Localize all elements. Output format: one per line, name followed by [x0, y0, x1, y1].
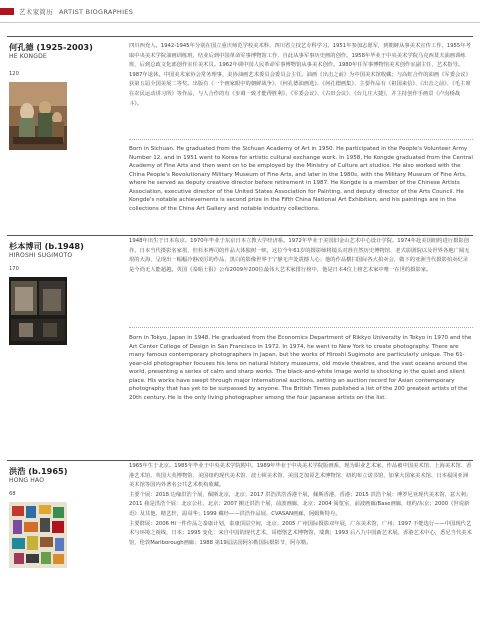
artwork-thumbnail [9, 277, 67, 345]
artist-entry-he-kongde [0, 36, 480, 243]
artist-entry-hong-hao [0, 460, 480, 617]
section-marker [0, 8, 14, 15]
biography-paragraph: 1965年生于北京。1985年毕业于中央美术学院附中。1989年毕业于中央美术学院版画系，现为职业艺术家，作品被中国美术馆、上海美术馆、香港艺术馆、英国大英博物馆、美国纽约现代美术馆、波士顿美术馆、美国芝加哥艺术博物馆、纽约布立诺书馆、加拿大国家美术馆、日本福冈亚洲美术馆等国内外著名公共艺术机构收藏。 [129, 463, 472, 489]
biography-paragraph: 主要群展：2006 Hi一件作品之泰康计划，泰康顶层空间，北京；2005 广州国际摄影双年展，广东美术馆，广州；1997 不能选行——中国现代艺术与环境之视线，日本；1995 变化：来自中国的现代艺术，哥德堡艺术博物馆，瑞典；1993 后八九中国新艺术展，香港艺术中心，悉尼当代美术馆，伦敦Marlborough画廊；1988 第19届法国阿尔勒国际摄影节，阿尔勒。 [129, 520, 472, 546]
section-title [19, 7, 133, 16]
bio-divider [129, 327, 473, 328]
artwork-page-number: 170 [9, 266, 19, 272]
artist-name-zh: 洪浩 (b.1965) [9, 466, 68, 476]
section-title-en: ARTIST BIOGRAPHIES [59, 7, 134, 16]
biography-english [129, 145, 473, 213]
biography-paragraph: Born in Sichuan. He graduated from the Sichuan Academy of Art in 1950. He participated in the People's Volunteer Army Number 12, and in 1951 went to Korea for artistic cultural exchange work. In 1958, He Kongde graduated from the Central Academy of Fine Arts and then went on to be employed by the Ministry of Culture art studios. He also worked with the China People's Revolutionary Military Museum of Fine Arts, and later in the 1980s, with the Military Museum of Fine Arts, where he served as deputy creative director before retirement in 1987. He Kongde is a member of the Chinese Artists Association, executive director of the United States Association for Painting, and deputy director of the Arts Council. He Kongde's notable achievements is second prize in the Fifth China National Art Exhibition, and his paintings are in the collections of the China Art Gallery and notable industry collections. [129, 146, 473, 212]
section-rule [7, 235, 473, 236]
artwork-thumbnail [9, 502, 67, 568]
section-rule [7, 460, 473, 461]
biography-chinese [129, 237, 473, 275]
section-title-zh: 艺术家简历 [19, 7, 53, 16]
artist-entry-hiroshi-sugimoto [0, 235, 480, 455]
biography-english [129, 334, 473, 402]
artist-name-en: HIROSHI SUGIMOTO [9, 252, 73, 259]
bio-divider [129, 139, 473, 140]
biography-paragraph: 四川西充人。1942-1945年分别在国立重庆师范学校美术科、四川省立技艺专科学习。1951年参加志愿军，到朝鲜从事美术宣传工作。1955年考取中央美术学院油画训练班，结业后到中国革命军事博物馆工作，自此从事军事历史画的创作。1958年毕业于中央美术学院马克西莫夫油画训练班，后到总政文化部创作室任美术员。1962年调中国人民革命军事博物馆从事美术创作。1980年任军事博物馆美术创作室副主任，艺术指导。1987年退休。中国美术家协会常务理事、美协油画艺术委员会委员会主任。油画《出击之前》为中国美术馆收藏；与高虹合作的油画《军委会议》获第五届全国美展二等奖。出版有《一个画家眼中的朝鲜战争》、《何孔德油画选》、《何孔德画集》、主要作品有《祖国来信》、《出击之前》、《毛主席在农民运动讲习所》等作品，与人合作的有《步调一致才能得胜利》、《军委会议》、《古田会议》、《台儿庄大捷》，并主持创作手画景《卢沟桥战斗》。 [129, 43, 471, 107]
page-header [0, 0, 480, 23]
biography-paragraph: 主要个展：2018 边缘洪浩个展，佩斯北京，北京；2017 洪浩洪浩香港个展，佩斯香港，香港；2015 洪浩个展：博罗尼亚现代美术馆，意大利；2011 我是洪浩个展：北京公社，北京；2007 搬迁洪浩个展，前波画廊，北京；2004 阅览室，前波画廊/Base画廊，纽约/东京；2000《世说新语》及其他，精艺轩，温哥华；1999 藏经——洪浩作品展，CVASAN画廊，阿姆斯特丹。 [129, 491, 472, 517]
artist-name-zh: 何孔德 (1925-2003) [9, 42, 93, 52]
biography-paragraph: Born in Tokyo, Japan in 1948. He graduated from the Economics Department of Rikkyo University in Tokyo in 1970 and the Art Center College of Design in San Francisco in 1972. In 1974, he went to New York to create photography. There are many famous contemporary photographers in Japan, but the works of Hiroshi Sugimoto are particularly unique. The 61-year-old photographer focuses his lens on natural history museums, old movie theatres, and the vast oceans around the world, presenting a series of calm and sharp works. The black-and-white image world is shocking in the quiet and silent place. His works have swept through major international auctions, setting an auction record for Asian contemporary photography that has yet to be surpassed by anyone. The British Times published a list of the 200 greatest artists of the 20th century. He is the only living photographer among the four Japanese artists on the list. [129, 335, 472, 401]
biography-chinese [129, 462, 473, 548]
artist-name-en: HE KONGDE [9, 53, 47, 60]
biography-chinese [129, 42, 473, 109]
biography-paragraph: 1948年出生于日本东京。1970年毕业于东京日本立教大学经济系。1972年毕业于美国旧金山艺术中心设计学院。1974年赴美国纽约进行摄影创作。日本当代摄影名家墨，但杉本博司的作品大体独树一帜，这位今年61岁的摄影师将镜头对准自然历史博物馆、老式影剧院以及世界各地广阔无垠的大海，呈现出一幅幅冷静凌厉的作品，黑白的影像世界于宁静无声处震撼人心；他的作品横扫国际各大拍卖会，做下的亚洲当代摄影拍卖纪录是今尚无人能超越。英国《泰晤士报》公布2009年200位最伟大艺术家排行榜中，他是日本4位上榜艺术家中唯一在世的摄影家。 [129, 238, 470, 273]
artist-name-en: HONG HAO [9, 477, 45, 484]
artwork-page-number: 68 [9, 491, 16, 497]
artist-name-zh: 杉本博司 (b.1948) [9, 241, 84, 251]
section-rule [7, 36, 473, 37]
artwork-thumbnail [9, 82, 67, 150]
artwork-page-number: 120 [9, 71, 19, 77]
